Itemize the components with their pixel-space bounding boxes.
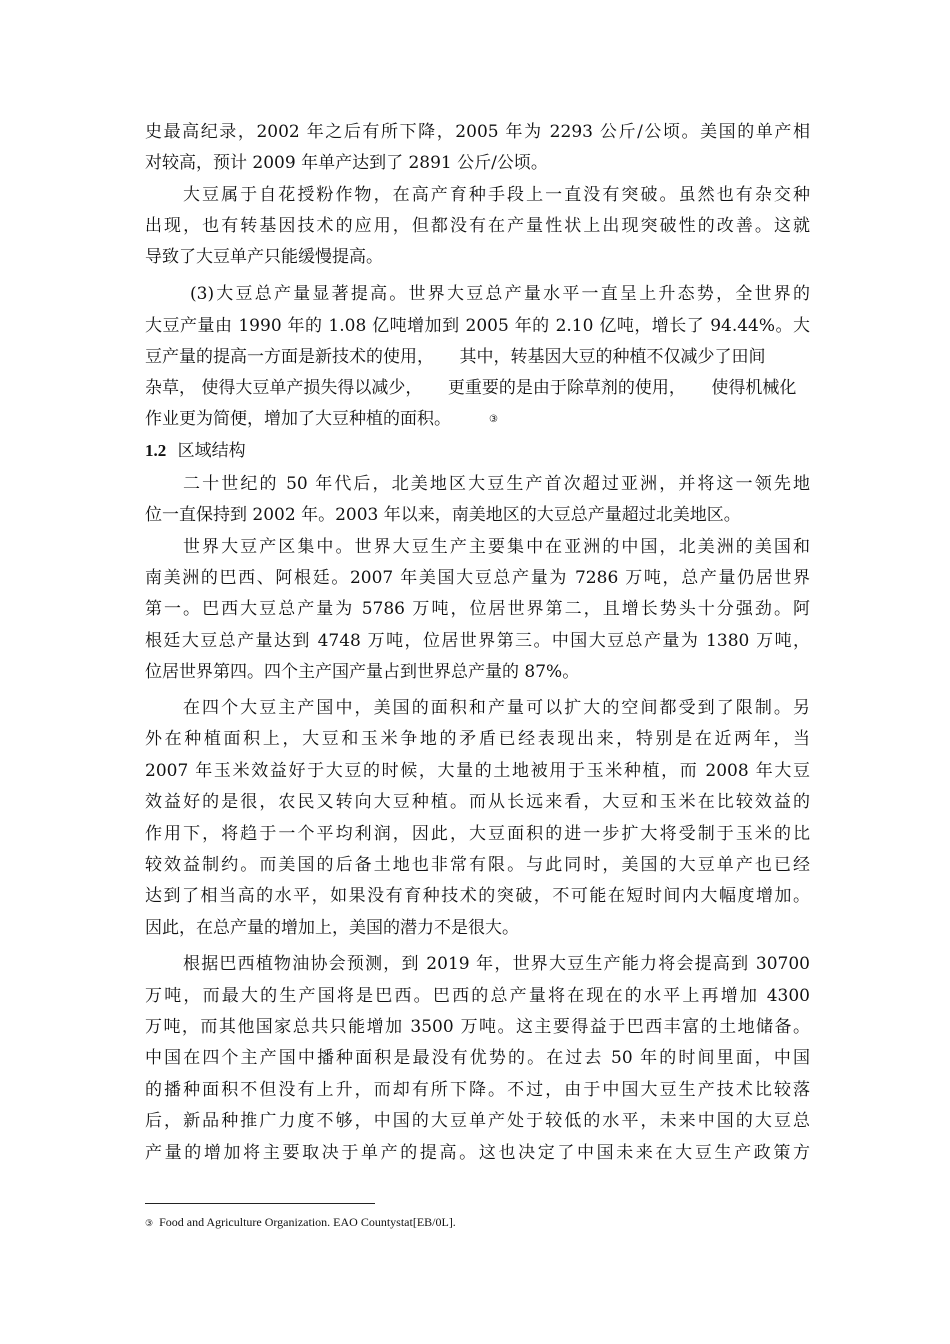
paragraph-line: 大豆属于自花授粉作物，在高产育种手段上一直没有突破。虽然也有杂交种 — [183, 185, 810, 205]
paragraph-line: 较效益制约。而美国的后备土地也非常有限。与此同时，美国的大豆单产也已经 — [145, 855, 810, 875]
footnote-text: Food and Agriculture Organization. EAO Countystat[EB/0L]. — [159, 1215, 456, 1229]
footnote-separator — [145, 1203, 375, 1204]
paragraph-line: 因此，在总产量的增加上，美国的潜力不是很大。 — [145, 918, 519, 938]
paragraph-line: 的播种面积不但没有上升，而却有所下降。不过，由于中国大豆生产技术比较落 — [145, 1080, 810, 1100]
section-heading — [145, 440, 810, 462]
paragraph-line: 第一。巴西大豆总产量为 5786 万吨，位居世界第二，且增长势头十分强劲。阿 — [145, 599, 810, 619]
paragraph-line: 杂草， 使得大豆单产损失得以减少， 更重要的是由于除草剂的使用， 使得机械化 — [145, 378, 797, 398]
footnote-marker: ③ — [145, 1218, 154, 1228]
paragraph-line: 位居世界第四。四个主产国产量占到世界总产量的 87%。 — [145, 662, 580, 682]
paragraph-line: 导致了大豆单产只能缓慢提高。 — [145, 247, 383, 267]
paragraph-line: 万吨，而其他国家总共只能增加 3500 万吨。这主要得益于巴西丰富的土地储备。 — [145, 1017, 810, 1037]
paragraph-line: 世界大豆产区集中。世界大豆生产主要集中在亚洲的中国，北美洲的美国和 — [183, 537, 810, 557]
paragraph-line: (3)大豆总产量显著提高。世界大豆总产量水平一直呈上升态势，全世界的 — [190, 284, 810, 304]
section-title: 区域结构 — [177, 441, 246, 461]
paragraph-line: 后，新品种推广力度不够，中国的大豆单产处于较低的水平，未来中国的大豆总 — [145, 1111, 810, 1131]
paragraph-line-text: 作业更为简便，增加了大豆种植的面积。 — [145, 409, 451, 429]
paragraph-line: 作用下，将趋于一个平均利润，因此，大豆面积的进一步扩大将受制于玉米的比 — [145, 824, 810, 844]
footnote — [145, 1214, 810, 1231]
section-number: 1.2 — [145, 441, 167, 460]
paragraph-line: 效益好的是很，农民又转向大豆种植。而从长远来看，大豆和玉米在比较效益的 — [145, 792, 810, 812]
paragraph-line: 南美洲的巴西、阿根廷。2007 年美国大豆总产量为 7286 万吨，总产量仍居世界 — [145, 568, 810, 588]
footnote-reference: ③ — [489, 413, 498, 425]
paragraph-line: 达到了相当高的水平，如果没有育种技术的突破，不可能在短时间内大幅度增加。 — [145, 886, 810, 906]
paragraph-line: 大豆产量由 1990 年的 1.08 亿吨增加到 2005 年的 2.10 亿吨，增长了 94.44%。大 — [145, 316, 810, 336]
paragraph-line: 出现，也有转基因技术的应用，但都没有在产量性状上出现突破性的改善。这就 — [145, 216, 810, 236]
paragraph-line: 2007 年玉米效益好于大豆的时候，大量的土地被用于玉米种植，而 2008 年大豆 — [145, 761, 810, 781]
paragraph-line: 外在种植面积上，大豆和玉米争地的矛盾已经表现出来，特别是在近两年，当 — [145, 729, 810, 749]
paragraph-line: 在四个大豆主产国中，美国的面积和产量可以扩大的空间都受到了限制。另 — [183, 698, 810, 718]
paragraph-line: 根廷大豆总产量达到 4748 万吨，位居世界第三。中国大豆总产量为 1380 万吨， — [145, 631, 810, 651]
paragraph-line: 豆产量的提高一方面是新技术的使用， 其中，转基因大豆的种植不仅减少了田间 — [145, 347, 766, 367]
paragraph-line: 二十世纪的 50 年代后，北美地区大豆生产首次超过亚洲，并将这一领先地 — [183, 474, 810, 494]
paragraph-line: 史最高纪录，2002 年之后有所下降，2005 年为 2293 公斤/公顷。美国的单产相 — [145, 122, 810, 142]
paragraph-line: 产量的增加将主要取决于单产的提高。这也决定了中国未来在大豆生产政策方 — [145, 1143, 810, 1163]
paragraph-line — [145, 408, 525, 430]
paragraph-line: 位一直保持到 2002 年。2003 年以来，南美地区的大豆总产量超过北美地区。 — [145, 505, 741, 525]
paragraph-line: 对较高，预计 2009 年单产达到了 2891 公斤/公顷。 — [145, 153, 548, 173]
paragraph-line: 中国在四个主产国中播种面积是最没有优势的。在过去 50 年的时间里面，中国 — [145, 1048, 810, 1068]
paragraph-line: 万吨，而最大的生产国将是巴西。巴西的总产量将在现在的水平上再增加 4300 — [145, 986, 810, 1006]
paragraph-line: 根据巴西植物油协会预测，到 2019 年，世界大豆生产能力将会提高到 30700 — [183, 954, 810, 974]
